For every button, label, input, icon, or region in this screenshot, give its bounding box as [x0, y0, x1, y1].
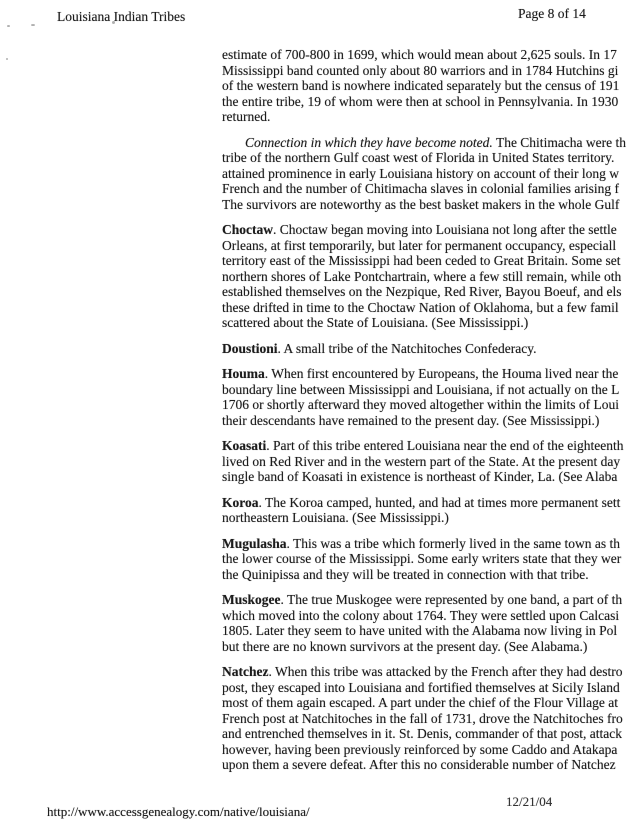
text-line [222, 664, 635, 680]
text-segment: which moved into the colony about 1764. They were settled upon Calcasi [222, 607, 620, 623]
text-segment: French post at Natchitoches in the fall of 1731, drove the Natchitoches fro [222, 710, 623, 726]
text-line [222, 608, 635, 624]
text-segment: territory east of the Mississippi had been ceded to Great Britain. Some set [222, 253, 621, 268]
text-segment: northeastern Louisiana. (See Mississippi.) [222, 510, 449, 525]
text-line [222, 695, 635, 711]
paragraph [222, 592, 635, 654]
text-line [222, 639, 635, 655]
text-segment: of the western band is nowhere indicated separately but the census of 191 [222, 78, 620, 93]
text-line [222, 382, 635, 398]
text-line [222, 197, 635, 213]
tribe-name: Choctaw [222, 222, 273, 237]
text-line [222, 438, 635, 454]
footer-url: http://www.accessgenealogy.com/native/louisiana/ [47, 804, 310, 819]
body-text [222, 47, 635, 783]
text-line [222, 269, 635, 285]
text-line [222, 711, 635, 727]
text-line [222, 284, 635, 300]
paragraph [222, 341, 635, 357]
tribe-name: Koroa [222, 494, 259, 510]
text-line [222, 536, 635, 552]
text-line [222, 592, 635, 608]
paragraph [222, 135, 635, 213]
text-line [222, 567, 635, 583]
paragraph [222, 47, 635, 125]
paragraph [222, 438, 635, 485]
paragraph [222, 664, 635, 773]
text-segment: but there are no known survivors at the present day. (See Alabama.) [222, 638, 588, 654]
text-segment: the entire tribe, 19 of whom were then at school in Pennsylvania. In 1930 [222, 93, 619, 109]
text-line [222, 315, 635, 331]
text-line [222, 757, 635, 773]
text-segment: post, they escaped into Louisiana and fortified themselves at Sicily Island [222, 679, 620, 695]
text-line [222, 150, 635, 166]
text-segment: scattered about the State of Louisiana. (See Mississippi.) [222, 315, 529, 330]
tribe-name: Houma [222, 366, 265, 381]
footer-date: 12/21/04 [506, 794, 553, 806]
text-segment: attained prominence in early Louisiana history on account of their long w [222, 165, 620, 181]
text-segment: The survivors are noteworthy as the best basket makers in the whole Gulf [222, 196, 620, 212]
text-line [222, 94, 635, 110]
document-title: Louisiana Indian Tribes [57, 9, 186, 24]
scan-artifact [7, 25, 10, 27]
text-line [222, 181, 635, 197]
text-line [222, 135, 635, 151]
text-line [222, 397, 635, 413]
text-segment: the lower course of the Mississippi. Some early writers state that they wer [222, 551, 622, 566]
text-segment: returned. [222, 109, 271, 124]
paragraph [222, 536, 635, 583]
tribe-name: Koasati [222, 438, 267, 453]
text-segment: estimate of 700-800 in 1699, which would mean about 2,625 souls. In 17 [222, 47, 617, 62]
text-line [222, 341, 635, 357]
tribe-name: Doustioni [222, 340, 278, 356]
text-segment: . Part of this tribe entered Louisiana near the end of the eighteenth [266, 438, 624, 453]
text-line [222, 413, 635, 429]
paragraph [222, 366, 635, 428]
text-line [222, 510, 635, 526]
text-segment: tribe of the northern Gulf coast west of Florida in United States territory. [222, 150, 615, 165]
scan-artifact [31, 24, 35, 26]
text-segment: and entrenched themselves in it. St. Denis, commander of that post, attack [222, 726, 623, 741]
text-segment: . Choctaw began moving into Louisiana not long after the settle [273, 222, 617, 237]
text-segment: the Quinipissa and they will be treated in connection with that tribe. [222, 566, 589, 582]
text-line [222, 495, 635, 511]
tribe-name: Mugulasha [222, 535, 287, 551]
paragraph [222, 495, 635, 526]
scan-artifact [6, 58, 8, 60]
text-line [222, 166, 635, 182]
text-line [222, 300, 635, 316]
text-line [222, 623, 635, 639]
text-line [222, 222, 635, 238]
text-segment: . When first encountered by Europeans, the Houma lived near the [264, 366, 619, 381]
text-line [222, 469, 635, 485]
text-line [222, 238, 635, 254]
page-number: Page 8 of 14 [518, 6, 586, 21]
text-segment: . This was a tribe which formerly lived in the same town as th [286, 535, 620, 551]
text-segment: . The true Muskogee were represented by one band, a part of th [280, 592, 623, 607]
text-segment: established themselves on the Nezpique, Red River, Bayou Boeuf, and els [222, 284, 622, 299]
text-segment: upon them a severe defeat. After this no considerable number of Natchez [222, 757, 616, 772]
tribe-name: Muskogee [222, 592, 281, 607]
text-segment: Orleans, at first temporarily, but later for permanent occupancy, especiall [222, 237, 617, 253]
text-segment: 1805. Later they seem to have united with the Alabama now living in Pol [222, 623, 618, 638]
paragraph [222, 222, 635, 331]
text-segment: these drifted in time to the Choctaw Nation of Oklahoma, but a few famil [222, 299, 619, 315]
text-segment: 1706 or shortly afterward they moved altogether within the limits of Loui [222, 397, 620, 412]
text-line [222, 551, 635, 567]
text-segment: . A small tribe of the Natchitoches Confederacy. [277, 340, 537, 356]
text-segment: most of them again escaped. A part under the chief of the Flour Village at [222, 695, 618, 710]
text-line [222, 742, 635, 758]
text-segment: . When this tribe was attacked by the French after they had destro [268, 664, 623, 679]
text-line [222, 366, 635, 382]
text-segment: boundary line between Mississippi and Louisiana, if not actually on the L [222, 381, 620, 397]
text-segment: French and the number of Chitimacha slaves in colonial families arising f [222, 181, 620, 196]
text-line [222, 253, 635, 269]
text-segment: Mississippi band counted only about 80 warriors and in 1784 Hutchins gi [222, 62, 619, 78]
italic-heading: Connection in which they have become noted. [245, 134, 493, 150]
text-line [222, 63, 635, 79]
text-segment: lived on Red River and in the western part of the State. At the present day [222, 453, 621, 469]
text-segment: northern shores of Lake Pontchartrain, where a few still remain, while oth [222, 268, 622, 284]
text-line [222, 454, 635, 470]
text-line [222, 726, 635, 742]
tribe-name: Natchez [222, 664, 269, 679]
text-line [222, 680, 635, 696]
text-segment: single band of Koasati in existence is northeast of Kinder, La. (See Alaba [222, 469, 618, 484]
text-segment: . The Koroa camped, hunted, and had at times more permanent sett [258, 494, 621, 510]
text-segment: however, having been previously reinforced by some Caddo and Atakapa [222, 741, 618, 757]
text-line [222, 109, 635, 125]
text-line [222, 78, 635, 94]
text-segment: their descendants have remained to the present day. (See Mississippi.) [222, 412, 600, 428]
text-segment: The Chitimacha were th [492, 134, 627, 150]
text-line [222, 47, 635, 63]
